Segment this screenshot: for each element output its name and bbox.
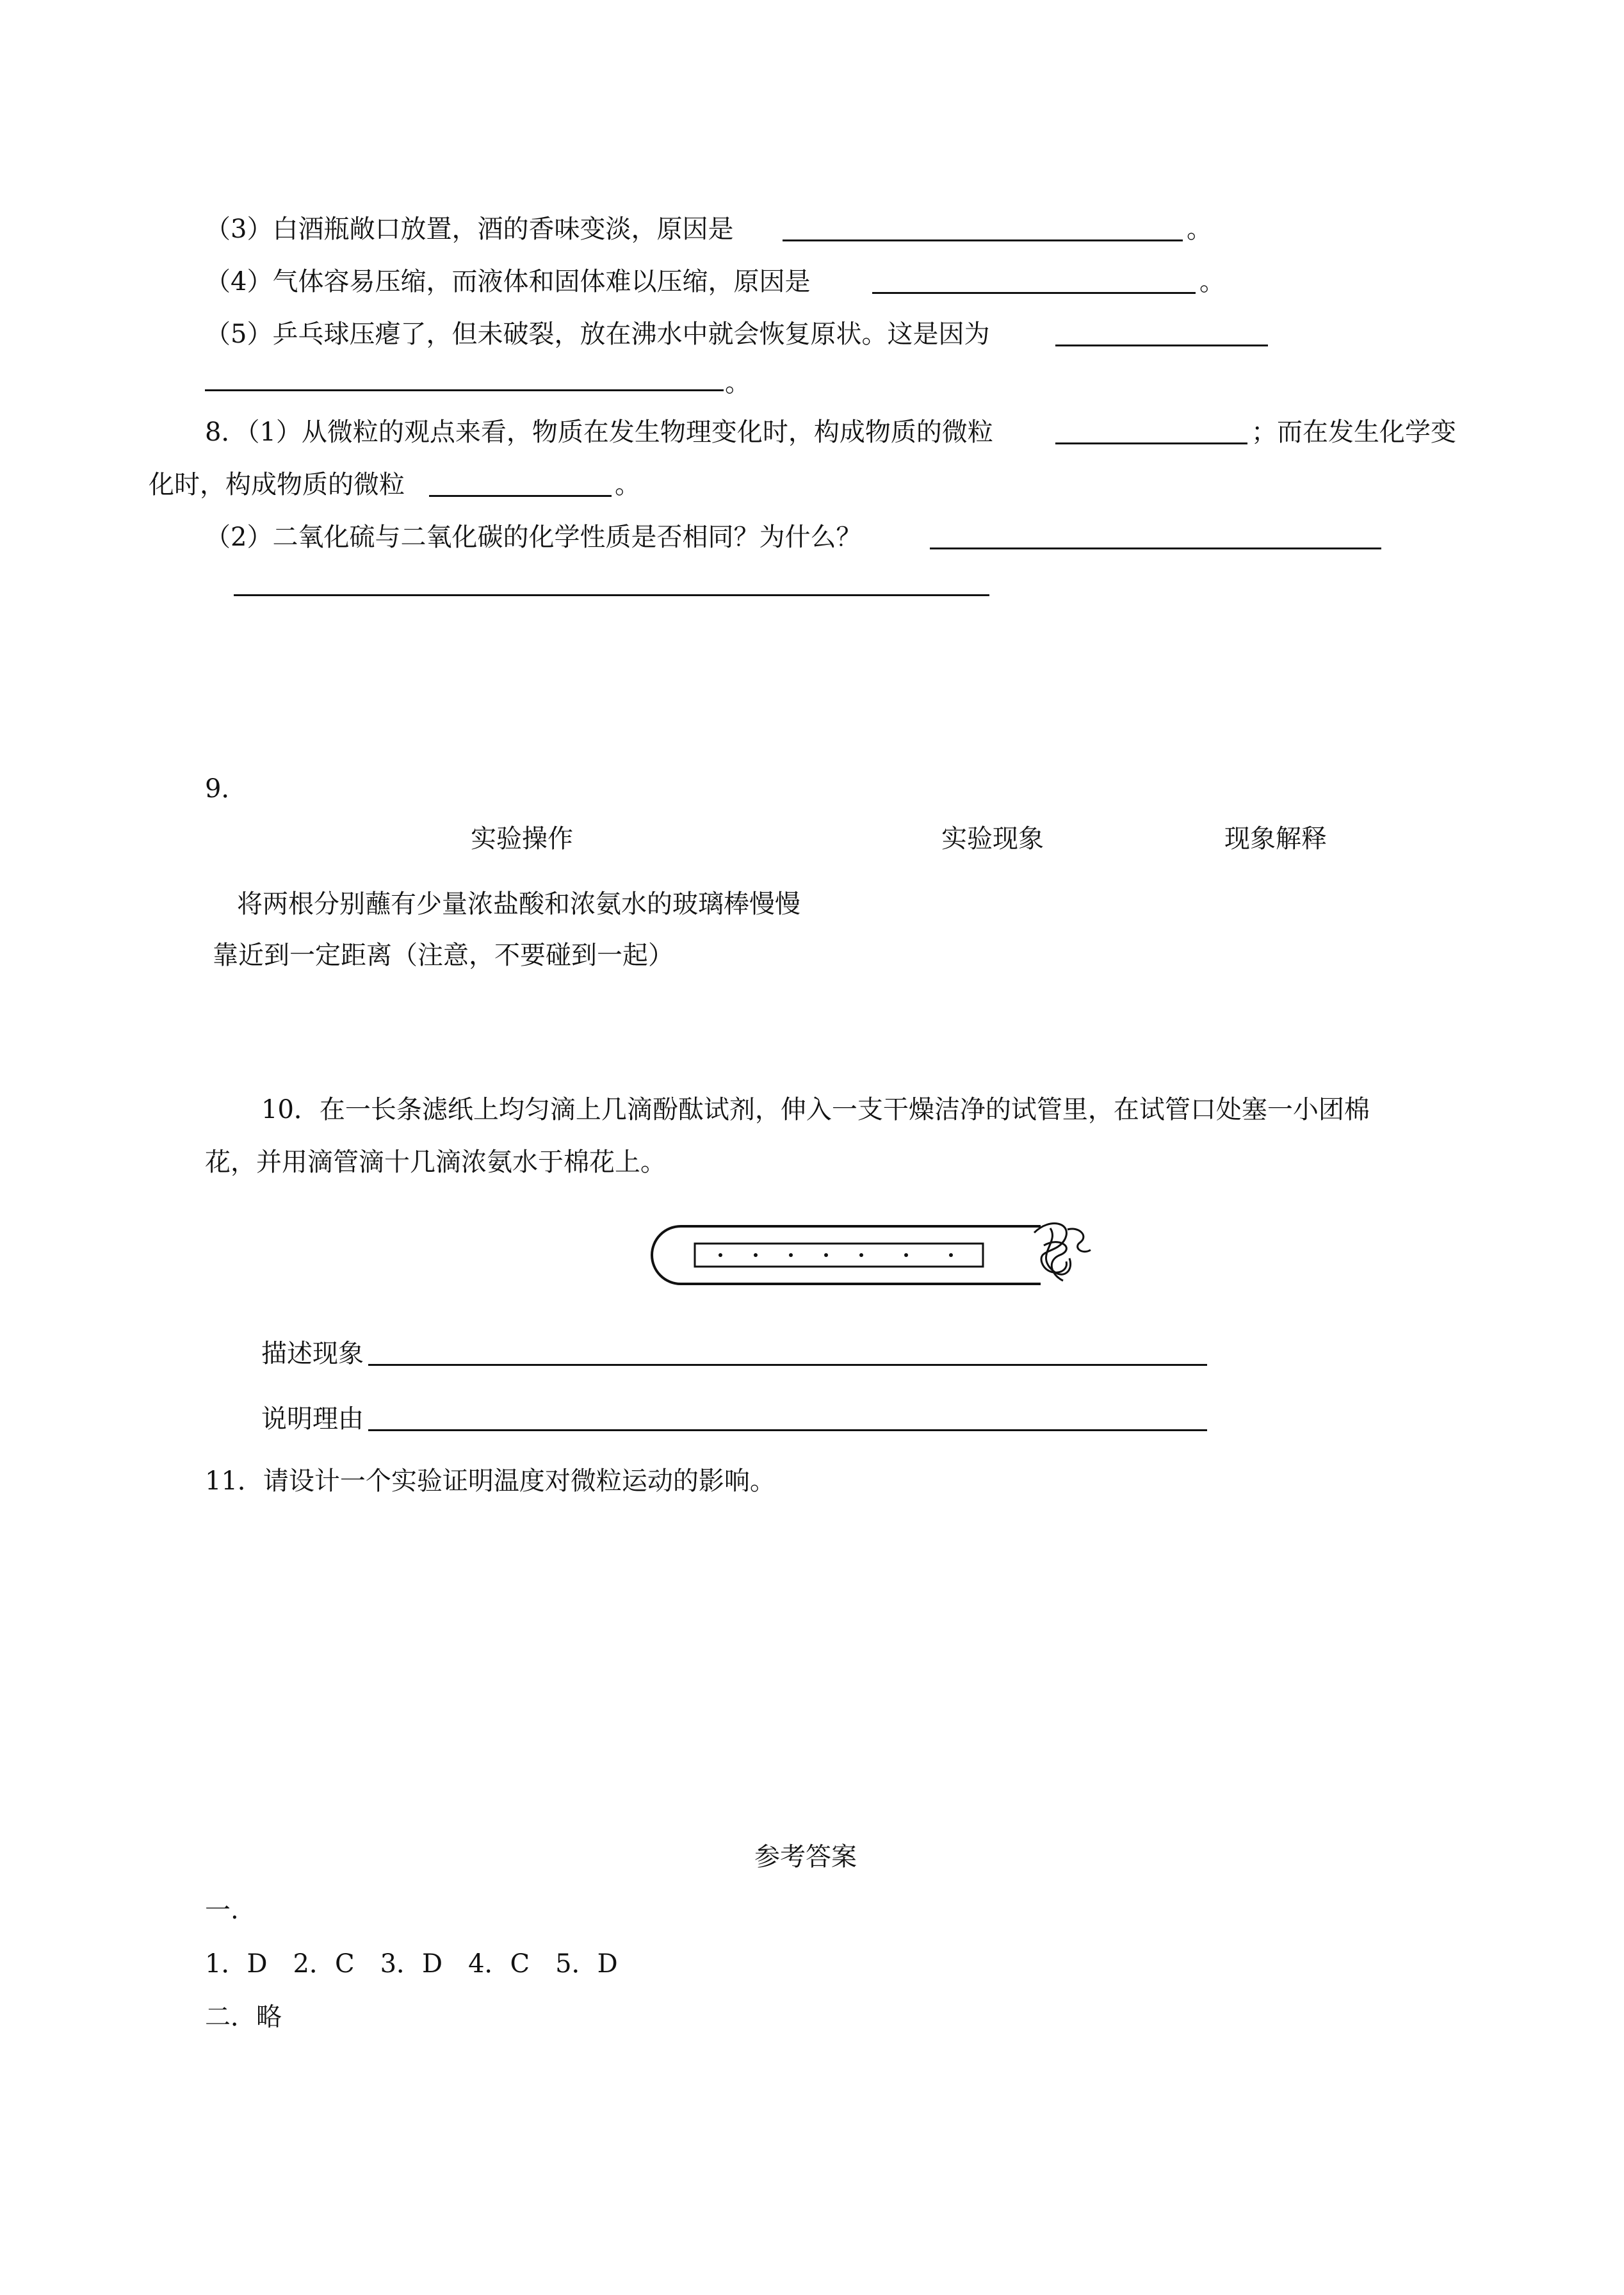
phenolphthalein-dots [719,1253,953,1257]
q7-answer-blank-3[interactable] [783,239,1183,241]
answers-title: 参考答案 [754,1842,857,1872]
q8-answer-blank-3b[interactable] [234,594,989,596]
q8-line2-end: 。 [615,470,640,499]
q11-text: 11．请设计一个实验证明温度对微粒运动的影响。 [205,1466,775,1496]
q8-line2-text: 化时，构成物质的微粒 [149,470,405,499]
answers-section1-list: 1．D 2．C 3．D 4．C 5．D [205,1949,618,1979]
answers-section1-label: 一. [205,1895,239,1925]
q7-answer-blank-5a[interactable] [1055,345,1268,346]
q8-line1-continued: ；而在发生化学变 [1251,418,1456,447]
q9-header-explanation: 现象解释 [1224,824,1327,854]
q8-answer-blank-2[interactable] [429,495,612,497]
q9-header-phenomenon: 实验现象 [941,824,1044,854]
q9-operation-line1: 将两根分别蘸有少量浓盐酸和浓氨水的玻璃棒慢慢 [237,889,800,919]
q10-reason-blank[interactable] [368,1429,1207,1431]
q10-describe-label: 描述现象 [261,1339,364,1368]
q10-reason-label: 说明理由 [261,1404,364,1434]
q7-answer-blank-5b[interactable] [205,389,724,391]
q9-operation-line2: 靠近到一定距离（注意，不要碰到一起） [213,941,674,970]
q8-line1-text: 8．（1）从微粒的观点来看，物质在发生物理变化时，构成物质的微粒 [205,418,993,447]
q7-line3-text: （3）白酒瓶敞口放置，酒的香味变淡，原因是 [205,215,734,244]
q10-line1: 10．在一长条滤纸上均匀滴上几滴酚酞试剂，伸入一支干燥洁净的试管里，在试管口处塞一小团棉 [261,1095,1370,1124]
q9-header-operation: 实验操作 [471,824,573,854]
q8-line3-text: （2）二氧化硫与二氧化碳的化学性质是否相同？为什么？ [205,523,862,552]
cotton-plug [1034,1224,1091,1281]
q8-answer-blank-1[interactable] [1055,442,1247,444]
q7-answer-blank-4[interactable] [872,292,1196,294]
q7-line3-end: 。 [1187,215,1212,244]
q8-answer-blank-3a[interactable] [930,547,1381,549]
q10-line2: 花，并用滴管滴十几滴浓氨水于棉花上。 [205,1148,666,1177]
q10-describe-blank[interactable] [368,1364,1207,1366]
q7-line5-end: 。 [725,368,751,398]
q9-number: 9． [205,774,247,804]
test-tube-diagram [650,1210,1098,1293]
q7-line5-text: （5）乒乓球压瘪了，但未破裂，放在沸水中就会恢复原状。这是因为 [205,320,990,349]
q7-line4-text: （4）气体容易压缩，而液体和固体难以压缩，原因是 [205,267,811,296]
q7-line4-end: 。 [1199,267,1225,296]
answers-section2: 二．略 [205,2002,282,2032]
filter-paper-strip [695,1244,983,1267]
